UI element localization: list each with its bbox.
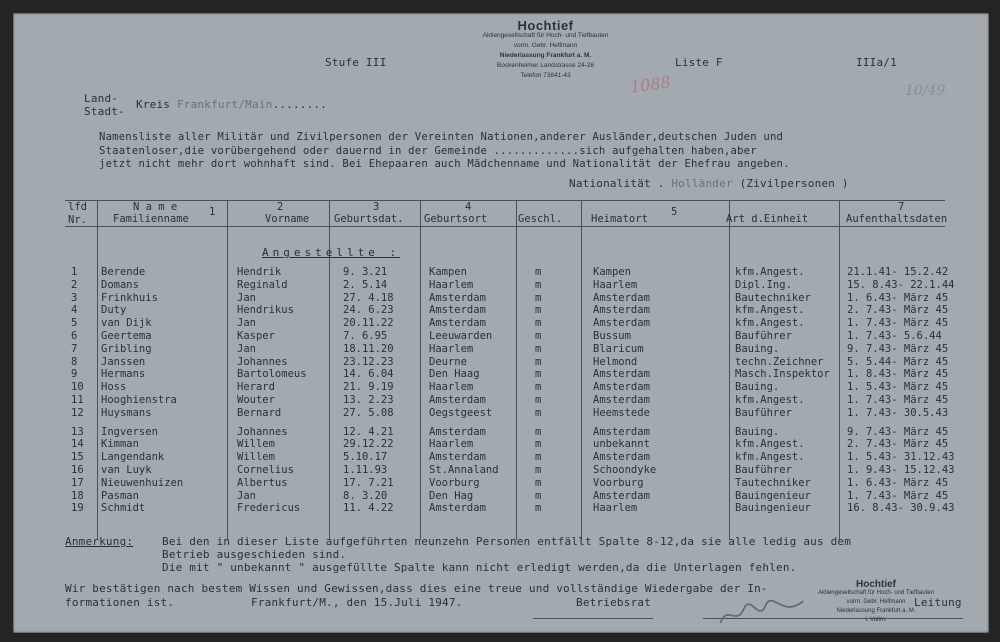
cell-g: m — [535, 342, 542, 355]
cell-nr: 19 — [71, 502, 84, 515]
col-geschl: Geschl. — [518, 213, 563, 225]
stamp-line: vorm. Gebr. Helfmann — [846, 599, 906, 605]
nationality-value: Holländer — [671, 177, 733, 190]
cell-fam: van Luyk — [101, 464, 152, 476]
cell-auf: 2. 7.43- März 45 — [847, 304, 949, 317]
cell-ort: Amsterdam — [429, 291, 486, 304]
stamp-line: Niederlassung Frankfurt a. M. — [836, 608, 916, 614]
cell-ort: Amsterdam — [429, 317, 486, 330]
section-label: Angestellte : — [262, 246, 401, 259]
cell-art: kfm.Angest. — [735, 304, 805, 317]
cell-dat: 9. 3.21 — [343, 266, 388, 278]
cell-heim: Amsterdam — [593, 489, 650, 502]
cell-heim: Bussum — [593, 330, 631, 342]
cell-ort: Den Hag — [429, 489, 474, 502]
cell-ort: Haarlem — [429, 342, 474, 355]
cell-g: m — [535, 406, 542, 419]
cell-fam: Pasman — [101, 489, 139, 502]
cell-dat: 7. 6.95 — [343, 330, 388, 342]
col-aufenthalt: Aufenthaltsdaten — [846, 213, 948, 225]
cell-heim: Haarlem — [593, 502, 638, 515]
cell-auf: 1. 7.43- März 45 — [847, 394, 949, 406]
cell-auf: 1. 7.43- März 45 — [847, 489, 949, 502]
stamp-line: Aktiengesellschaft für Hoch- und Tiefbauten — [817, 590, 935, 596]
cell-heim: Helmond — [593, 355, 638, 368]
company-stamp-top — [453, 18, 638, 81]
col-number: 2 — [277, 201, 284, 213]
cell-ort: Amsterdam — [429, 451, 486, 464]
cell-ort: Den Haag — [429, 368, 480, 381]
place-date: Frankfurt/M., den 15.Juli 1947. — [251, 596, 463, 609]
cell-heim: Amsterdam — [593, 425, 650, 438]
cell-g: m — [535, 438, 542, 451]
cell-g: m — [535, 355, 542, 368]
cell-auf: 2. 7.43- März 45 — [847, 438, 949, 451]
col-number: 3 — [373, 201, 380, 213]
leitung-label: Leitung — [914, 596, 962, 609]
table-row — [13, 266, 989, 278]
col-number: 1 — [209, 206, 216, 218]
cell-vor: Fredericus — [237, 502, 301, 515]
cell-fam: Hooghienstra — [101, 394, 177, 406]
cell-vor: Johannes — [237, 355, 288, 368]
nationality-label: Nationalität . — [569, 177, 665, 190]
note-line: Bei den in dieser Liste aufgeführten neunzehn Personen entfällt Spalte 8-12,da sie alle ledig aus dem — [162, 535, 852, 548]
cell-heim: Amsterdam — [593, 394, 650, 406]
red-handwritten-mark: 1088 — [628, 72, 672, 97]
cell-nr: 4 — [71, 304, 78, 317]
cell-vor: Hendrikus — [237, 304, 294, 317]
cell-auf: 1. 5.43- 31.12.43 — [847, 451, 955, 464]
table-row — [13, 279, 989, 291]
kreis-label: Kreis — [136, 98, 171, 111]
cell-dat: 8. 3.20 — [343, 489, 388, 502]
cell-auf: 1. 9.43- 15.12.43 — [847, 464, 955, 476]
cell-nr: 9 — [71, 368, 78, 381]
cell-art: Bauführer — [735, 464, 792, 476]
col-lfd: Nr. — [68, 214, 87, 226]
table-row — [13, 292, 989, 304]
cell-art: Tautechniker — [735, 476, 811, 489]
cell-nr: 13 — [71, 425, 84, 438]
col-number: 7 — [898, 201, 905, 213]
cell-ort: Oegstgeest — [429, 406, 493, 419]
stadt-label: Stadt- — [84, 105, 125, 118]
table-row — [13, 330, 989, 342]
cell-dat: 21. 9.19 — [343, 381, 394, 394]
stamp-line: Bockenheimer Landstrasse 24-26 — [496, 62, 595, 69]
cell-dat: 11. 4.22 — [343, 502, 394, 515]
cell-g: m — [535, 266, 542, 278]
cell-ort: Haarlem — [429, 278, 474, 291]
cell-auf: 1. 7.43- 30.5.43 — [847, 406, 949, 419]
table-row — [13, 381, 989, 393]
cell-g: m — [535, 489, 542, 502]
handwritten-number: 10/49 — [905, 83, 946, 99]
company-stamp-bottom — [791, 580, 961, 625]
cell-g: m — [535, 381, 542, 394]
cell-art: Masch.Inspektor — [735, 368, 830, 381]
cell-g: m — [535, 394, 542, 406]
cell-heim: Amsterdam — [593, 368, 650, 381]
cell-auf: 9. 7.43- März 45 — [847, 425, 949, 438]
cell-art: Bauing. — [735, 425, 780, 438]
cell-fam: Huysmans — [101, 406, 152, 419]
col-lfd-top: lfd — [68, 201, 87, 213]
cell-heim: unbekannt — [593, 438, 650, 451]
cell-fam: Nieuwenhuizen — [101, 476, 184, 489]
cell-g: m — [535, 304, 542, 317]
cell-art: techn.Zeichner — [735, 355, 824, 368]
cell-vor: Willem — [237, 451, 275, 464]
cell-nr: 8 — [71, 355, 78, 368]
cell-g: m — [535, 425, 542, 438]
cell-dat: 29.12.22 — [343, 438, 394, 451]
cell-g: m — [535, 278, 542, 291]
stamp-company-name: Hochtief — [856, 579, 896, 590]
cell-dat: 18.11.20 — [343, 342, 394, 355]
land-label: Land- — [84, 92, 119, 105]
cell-vor: Jan — [237, 291, 256, 304]
cell-nr: 18 — [71, 489, 84, 502]
cell-nr: 11 — [71, 394, 84, 406]
cell-fam: Domans — [101, 278, 139, 291]
note-line: Die mit " unbekannt " ausgefüllte Spalte kann nicht erledigt werden,da die Unterlagen fehlen. — [162, 561, 797, 574]
col-heimatort: Heimatort — [591, 213, 648, 225]
table-row — [13, 438, 989, 450]
cell-dat: 23.12.23 — [343, 355, 394, 368]
document-page — [13, 13, 989, 633]
cell-g: m — [535, 476, 542, 489]
cell-dat: 27. 4.18 — [343, 291, 394, 304]
table-top-border — [65, 200, 945, 201]
table-row — [13, 502, 989, 514]
cell-heim: Schoondyke — [593, 464, 657, 476]
cell-art: Bauing. — [735, 381, 780, 394]
table-row — [13, 304, 989, 316]
nationality-suffix: (Zivilpersonen ) — [739, 177, 849, 190]
cell-art: Bautechniker — [735, 291, 811, 304]
cell-nr: 17 — [71, 476, 84, 489]
cell-ort: Voorburg — [429, 476, 480, 489]
cell-fam: Gribling — [101, 342, 152, 355]
cell-vor: Jan — [237, 317, 256, 330]
cell-ort: Leeuwarden — [429, 330, 493, 342]
cell-heim: Amsterdam — [593, 451, 650, 464]
cell-fam: Hermans — [101, 368, 146, 381]
cell-fam: Geertema — [101, 330, 152, 342]
cell-fam: Schmidt — [101, 502, 146, 515]
cell-heim: Amsterdam — [593, 291, 650, 304]
stamp-line: Telefon 73841-43 — [520, 72, 571, 79]
table-row — [13, 394, 989, 406]
cell-nr: 6 — [71, 330, 78, 342]
cell-nr: 12 — [71, 406, 84, 419]
cell-heim: Blaricum — [593, 342, 644, 355]
cell-art: kfm.Angest. — [735, 394, 805, 406]
table-row — [13, 343, 989, 355]
stamp-line: vorm. Gebr. Helfmann — [513, 42, 578, 49]
cell-dat: 14. 6.04 — [343, 368, 394, 381]
stamp-company-name: Hochtief — [517, 18, 574, 33]
reference-number: IIIa/1 — [856, 56, 897, 69]
cell-vor: Bartolomeus — [237, 368, 307, 381]
cell-art: Dipl.Ing. — [735, 278, 792, 291]
col-geburtsort: Geburtsort — [424, 213, 488, 225]
cell-fam: van Dijk — [101, 317, 152, 330]
note-line: Betrieb ausgeschieden sind. — [162, 548, 347, 561]
intro-line: Staatenloser,die vorübergehend oder dauernd in der Gemeinde .............sich aufgehalten haben,aber — [99, 145, 757, 157]
cell-auf: 1. 7.43- 5.6.44 — [847, 330, 942, 342]
cell-auf: 21.1.41- 15.2.42 — [847, 266, 949, 278]
cell-fam: Hoss — [101, 381, 127, 394]
cell-art: kfm.Angest. — [735, 451, 805, 464]
cell-g: m — [535, 317, 542, 330]
cell-g: m — [535, 330, 542, 342]
cell-ort: Haarlem — [429, 438, 474, 451]
cell-heim: Voorburg — [593, 476, 644, 489]
cell-vor: Albertus — [237, 476, 288, 489]
cell-dat: 24. 6.23 — [343, 304, 394, 317]
cell-vor: Kasper — [237, 330, 275, 342]
cell-ort: Amsterdam — [429, 425, 486, 438]
col-geburtsdat: Geburtsdat. — [334, 213, 404, 225]
cell-auf: 1. 6.43- März 45 — [847, 476, 949, 489]
cell-g: m — [535, 451, 542, 464]
cell-art: Bauführer — [735, 330, 792, 342]
table-row — [13, 464, 989, 476]
stamp-line: Niederlassung Frankfurt a. M. — [499, 52, 592, 59]
cell-heim: Amsterdam — [593, 381, 650, 394]
col-familienname: Familienname — [113, 213, 189, 225]
cell-vor: Hendrik — [237, 266, 282, 278]
cell-auf: 1. 8.43- März 45 — [847, 368, 949, 381]
cell-ort: Amsterdam — [429, 502, 486, 515]
cell-dat: 12. 4.21 — [343, 425, 394, 438]
cell-heim: Amsterdam — [593, 304, 650, 317]
cell-auf: 1. 5.43- März 45 — [847, 381, 949, 394]
betriebsrat-label: Betriebsrat — [576, 596, 652, 609]
cell-dat: 5.10.17 — [343, 451, 388, 464]
cell-heim: Kampen — [593, 266, 631, 278]
cell-art: Bauingenieur — [735, 502, 811, 515]
kreis-field — [136, 98, 327, 111]
cell-ort: Haarlem — [429, 381, 474, 394]
cell-nr: 3 — [71, 291, 78, 304]
cell-dat: 17. 7.21 — [343, 476, 394, 489]
cell-auf: 1. 6.43- März 45 — [847, 291, 949, 304]
cell-vor: Wouter — [237, 394, 275, 406]
cell-nr: 16 — [71, 464, 84, 476]
cell-auf: 1. 7.43- März 45 — [847, 317, 949, 330]
cell-vor: Herard — [237, 381, 275, 394]
table-row — [13, 356, 989, 368]
table-row — [13, 477, 989, 489]
cell-ort: Deurne — [429, 355, 467, 368]
cell-art: kfm.Angest. — [735, 266, 805, 278]
confirmation-line: Wir bestätigen nach bestem Wissen und Gewissen,dass dies eine treue und vollständige Wiedergabe der In- — [65, 582, 768, 595]
intro-line: jetzt nicht mehr dort wohnhaft sind. Bei Ehepaaren auch Mädchenname und Nationalität der Ehefrau angeben. — [99, 158, 790, 170]
cell-nr: 15 — [71, 451, 84, 464]
cell-auf: 15. 8.43- 22.1.44 — [847, 278, 955, 291]
cell-fam: Duty — [101, 304, 127, 317]
table-row — [13, 426, 989, 438]
cell-fam: Frinkhuis — [101, 291, 158, 304]
cell-g: m — [535, 291, 542, 304]
cell-dat: 1.11.93 — [343, 464, 388, 476]
cell-dat: 20.11.22 — [343, 317, 394, 330]
cell-dat: 13. 2.23 — [343, 394, 394, 406]
cell-vor: Reginald — [237, 278, 288, 291]
signature-line — [533, 618, 653, 619]
cell-auf: 16. 8.43- 30.9.43 — [847, 502, 955, 515]
cell-ort: Amsterdam — [429, 394, 486, 406]
cell-vor: Jan — [237, 489, 256, 502]
cell-auf: 5. 5.44- März 45 — [847, 355, 949, 368]
cell-vor: Johannes — [237, 425, 288, 438]
stufe-label: Stufe III — [325, 56, 387, 69]
confirmation-line: formationen ist. — [65, 596, 175, 609]
cell-g: m — [535, 502, 542, 515]
cell-fam: Berende — [101, 266, 146, 278]
cell-fam: Janssen — [101, 355, 146, 368]
cell-dat: 27. 5.08 — [343, 406, 394, 419]
stamp-line: Aktiengesellschaft für Hoch- und Tiefbauten — [482, 32, 609, 39]
table-row — [13, 451, 989, 463]
cell-ort: St.Annaland — [429, 464, 499, 476]
cell-vor: Willem — [237, 438, 275, 451]
cell-art: Bauführer — [735, 406, 792, 419]
cell-nr: 5 — [71, 317, 78, 330]
liste-label: Liste F — [675, 56, 723, 69]
table-row — [13, 407, 989, 419]
col-name-top: N a m e — [133, 201, 178, 213]
cell-ort: Kampen — [429, 266, 467, 278]
cell-art: kfm.Angest. — [735, 438, 805, 451]
col-number: 4 — [465, 201, 472, 213]
intro-line: Namensliste aller Militär und Zivilpersonen der Vereinten Nationen,anderer Ausländer,deutschen Juden und — [99, 131, 784, 143]
col-vorname: Vorname — [265, 213, 310, 225]
table-row — [13, 317, 989, 329]
cell-fam: Langendank — [101, 451, 165, 464]
cell-auf: 9. 7.43- März 45 — [847, 342, 949, 355]
cell-heim: Heemstede — [593, 406, 650, 419]
table-row — [13, 368, 989, 380]
cell-art: kfm.Angest. — [735, 317, 805, 330]
cell-g: m — [535, 464, 542, 476]
cell-art: Bauing. — [735, 342, 780, 355]
cell-heim: Amsterdam — [593, 317, 650, 330]
cell-ort: Amsterdam — [429, 304, 486, 317]
cell-nr: 7 — [71, 342, 78, 355]
table-header-border — [65, 226, 945, 227]
anmerkung-label: Anmerkung: — [65, 535, 134, 548]
cell-nr: 1 — [71, 266, 78, 278]
cell-nr: 2 — [71, 278, 78, 291]
kreis-value: Frankfurt/Main — [176, 98, 273, 111]
col-number: 5 — [671, 206, 678, 218]
cell-nr: 10 — [71, 381, 84, 394]
stamp-line: i. Vollm. — [865, 617, 887, 623]
cell-heim: Haarlem — [593, 278, 638, 291]
cell-g: m — [535, 368, 542, 381]
cell-art: Bauingenieur — [735, 489, 811, 502]
cell-vor: Jan — [237, 342, 256, 355]
cell-vor: Cornelius — [237, 464, 294, 476]
cell-vor: Bernard — [237, 406, 282, 419]
kreis-dots: ........ — [272, 98, 328, 111]
cell-nr: 14 — [71, 438, 84, 451]
nationality-line — [569, 177, 849, 190]
cell-fam: Kimman — [101, 438, 139, 451]
cell-fam: Ingversen — [101, 425, 158, 438]
col-einheit: Art d.Einheit — [726, 213, 809, 225]
table-row — [13, 490, 989, 502]
cell-dat: 2. 5.14 — [343, 278, 388, 291]
